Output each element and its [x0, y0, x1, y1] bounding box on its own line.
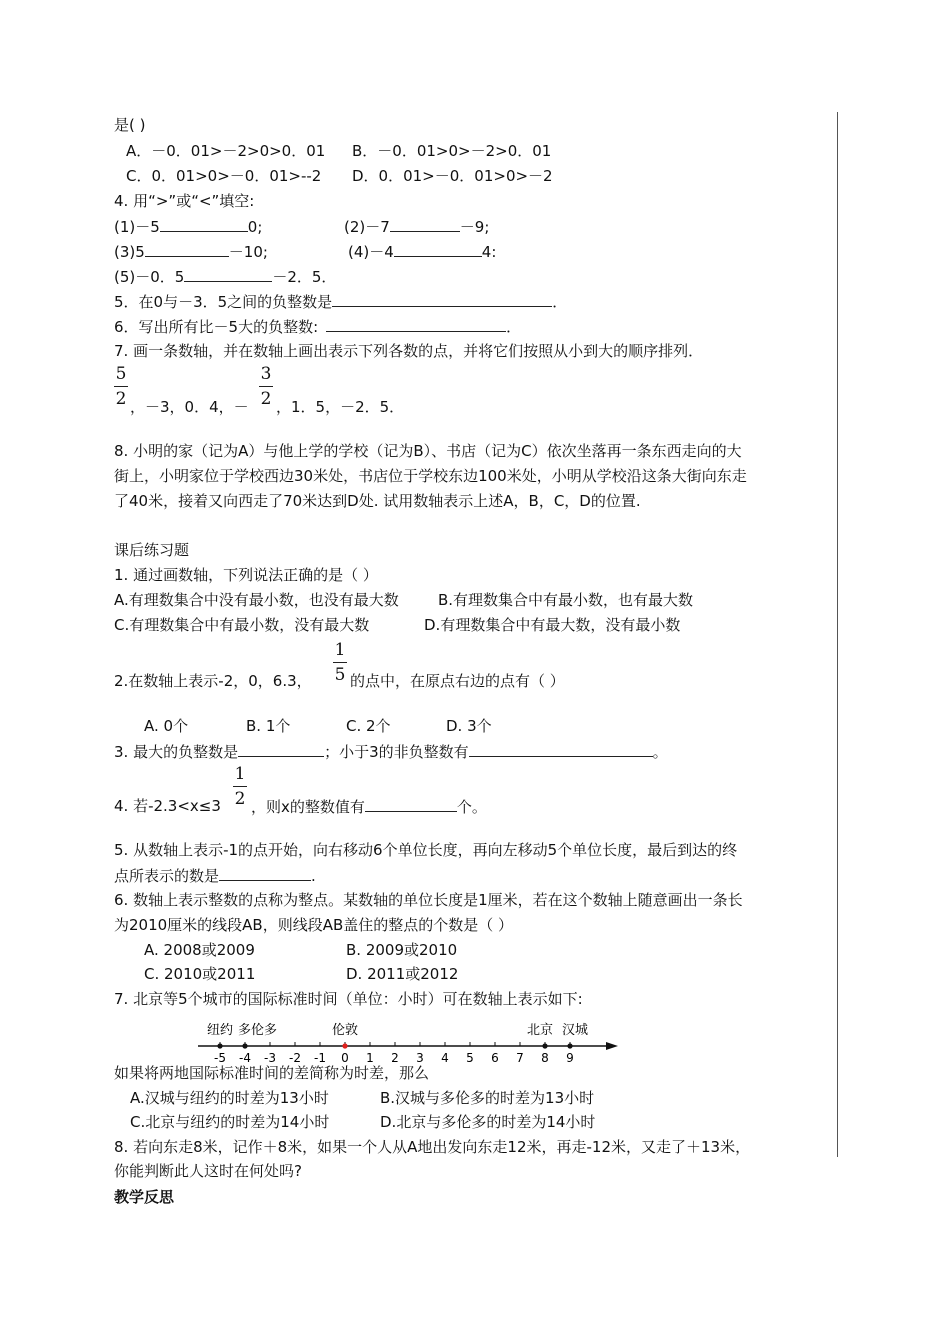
p5-end: . — [311, 867, 316, 885]
q3-option-b: B．－0．01>0>－2>0．01 — [352, 142, 552, 160]
q4-item-4-left: (4)－4 — [348, 243, 394, 261]
axis-tick-label: 5 — [466, 1051, 474, 1065]
p7-option-c: C.北京与纽约的时差为14小时 — [130, 1113, 330, 1131]
fraction-bar — [259, 386, 273, 387]
axis-tick-label: -5 — [214, 1051, 226, 1065]
axis-tick-label: 7 — [516, 1051, 524, 1065]
answer-blank — [365, 795, 457, 812]
q6 — [114, 315, 521, 338]
city-label: 多伦多 — [237, 1023, 278, 1038]
answer-blank — [238, 740, 324, 757]
fraction-1-over-2 — [233, 764, 247, 809]
fraction-numerator: 1 — [334, 640, 346, 660]
answer-blank — [160, 215, 248, 232]
section-heading: 课后练习题 — [114, 541, 190, 559]
p8-line-2: 你能判断此人这时在何处吗? — [114, 1162, 302, 1180]
p2-option-a: A. 0个 — [144, 717, 189, 735]
p1-stem: 1. 通过画数轴，下列说法正确的是（ ） — [114, 566, 378, 584]
fraction-bar — [233, 786, 247, 787]
fraction-denominator: 2 — [115, 389, 127, 409]
city-point — [542, 1043, 547, 1048]
p6-line-1: 6. 数轴上表示整数的点称为整点。某数轴的单位长度是1厘米，若在这个数轴上随意画出一条长 — [114, 891, 743, 909]
p5-line-2 — [114, 864, 316, 887]
teaching-reflection-heading: 教学反思 — [114, 1188, 175, 1206]
p8-line-1: 8. 若向东走8米，记作＋8米，如果一个人从A地出发向东走12米，再走-12米，又走了＋13米， — [114, 1138, 751, 1156]
p1-option-d: D.有理数集合中有最大数，没有最小数 — [424, 616, 681, 634]
answer-blank — [219, 864, 311, 881]
city-label: 纽约 — [206, 1023, 234, 1038]
q3-stem: 是( ) — [114, 116, 146, 134]
q4-item-3 — [114, 240, 268, 263]
p2-option-d: D. 3个 — [446, 717, 492, 735]
q4-item-4 — [348, 240, 496, 263]
fraction-numerator: 3 — [260, 364, 272, 384]
city-point — [217, 1043, 222, 1048]
p6-option-d: D. 2011或2012 — [346, 965, 459, 983]
p7-explanation: 如果将两地国际标准时间的差简称为时差，那么 — [114, 1064, 430, 1082]
p4-stem-a: 4. 若-2.3<x≤3 — [114, 797, 221, 815]
q7-numbers-mid: ，－3，0．4，－ — [130, 398, 249, 416]
p2-stem-b: 的点中，在原点右边的点有（ ） — [350, 672, 565, 690]
q8-line-3: 了40米，接着又向西走了70米达到D处. 试用数轴表示上述A，B，C，D的位置. — [114, 492, 641, 510]
q4-item-5-left: (5)－0．5 — [114, 268, 185, 286]
axis-tick-label: 9 — [566, 1051, 574, 1065]
q5-text: 5．在0与－3．5之间的负整数是 — [114, 293, 333, 311]
p4-text-b: ，则x的整数值有 — [251, 798, 365, 816]
fraction-bar — [114, 386, 128, 387]
q3-option-c: C．0．01>0>－0．01>--2 — [126, 167, 322, 185]
q5-end: ． — [552, 293, 568, 311]
q4-item-1-left: (1)－5 — [114, 218, 160, 236]
city-label: 伦敦 — [331, 1023, 359, 1038]
q4-item-2-right: －9; — [459, 218, 490, 236]
answer-blank — [469, 740, 653, 757]
p5-text: 点所表示的数是 — [114, 867, 220, 885]
number-line-figure — [190, 1018, 630, 1068]
q4-item-4-right: 4: — [481, 243, 497, 261]
fraction-1-over-5 — [333, 640, 347, 685]
p2-option-b: B. 1个 — [246, 717, 291, 735]
q4-item-5-right: －2．5． — [272, 268, 337, 286]
p3 — [114, 740, 668, 763]
q4-item-2-left: (2)－7 — [344, 218, 390, 236]
answer-blank — [332, 290, 552, 307]
q8-line-1: 8. 小明的家（记为A）与他上学的学校（记为B）、书店（记为C）依次坐落再一条东西走向的大 — [114, 442, 742, 460]
q4-item-1-right: 0; — [247, 218, 263, 236]
axis-tick-label: 4 — [441, 1051, 449, 1065]
city-label: 北京 — [526, 1023, 554, 1038]
q6-end: ． — [506, 318, 522, 336]
q6-text: 6．写出所有比－5大的负整数: — [114, 318, 319, 336]
p6-option-c: C. 2010或2011 — [144, 965, 256, 983]
city-point — [242, 1043, 247, 1048]
p2-option-c: C. 2个 — [346, 717, 391, 735]
q7-stem: 7. 画一条数轴，并在数轴上画出表示下列各数的点，并将它们按照从小到大的顺序排列． — [114, 342, 704, 360]
axis-tick-label: -4 — [239, 1051, 251, 1065]
fraction-3-over-2 — [259, 364, 273, 409]
fraction-numerator: 1 — [234, 764, 246, 784]
q4-item-3-left: (3)5 — [114, 243, 145, 261]
q4-item-1 — [114, 215, 262, 238]
answer-blank — [394, 240, 482, 257]
answer-blank — [184, 265, 272, 282]
p3-text-b: ；小于3的非负整数有 — [324, 743, 469, 761]
axis-tick-label: 0 — [341, 1051, 349, 1065]
p3-text-c: 。 — [652, 743, 668, 761]
city-point — [342, 1043, 347, 1048]
q4-item-2 — [344, 215, 489, 238]
p7-option-d: D.北京与多伦多的时差为14小时 — [380, 1113, 596, 1131]
p5-line-1: 5. 从数轴上表示-1的点开始，向右移动6个单位长度，再向左移动5个单位长度，最后到达的终 — [114, 841, 738, 859]
p4-text-c: 个。 — [456, 798, 487, 816]
q4-item-5 — [114, 265, 336, 288]
p7-option-b: B.汉城与多伦多的时差为13小时 — [380, 1089, 595, 1107]
p1-option-b: B.有理数集合中有最小数，也有最大数 — [438, 591, 694, 609]
fraction-numerator: 5 — [115, 364, 127, 384]
axis-tick-label: -2 — [289, 1051, 301, 1065]
answer-blank — [390, 215, 460, 232]
q7-numbers-end: ，1．5，－2．5． — [276, 398, 405, 416]
p6-option-b: B. 2009或2010 — [346, 941, 458, 959]
p6-option-a: A. 2008或2009 — [144, 941, 255, 959]
axis-tick-label: 2 — [391, 1051, 399, 1065]
q3-option-a: A．－0．01>－2>0>0．01 — [126, 142, 326, 160]
city-point — [567, 1043, 572, 1048]
p6-line-2: 为2010厘米的线段AB，则线段AB盖住的整点的个数是（ ） — [114, 916, 514, 934]
p1-option-a: A.有理数集合中没有最小数，也没有最大数 — [114, 591, 399, 609]
p7-stem: 7. 北京等5个城市的国际标准时间（单位：小时）可在数轴上表示如下: — [114, 990, 583, 1008]
axis-tick-label: 3 — [416, 1051, 424, 1065]
p3-text-a: 3. 最大的负整数是 — [114, 743, 239, 761]
q3-option-d: D．0．01>－0．01>0>－2 — [352, 167, 553, 185]
fraction-bar — [333, 662, 347, 663]
axis-tick-label: -1 — [314, 1051, 326, 1065]
answer-blank — [326, 315, 506, 332]
axis-tick-label: 6 — [491, 1051, 499, 1065]
arrow-head-icon — [606, 1042, 618, 1050]
q4-stem: 4. 用“>”或“<”填空: — [114, 192, 255, 210]
p2-stem-a: 2.在数轴上表示-2，0，6.3， — [114, 672, 312, 690]
city-label: 汉城 — [561, 1023, 589, 1038]
margin-rule — [837, 112, 838, 1157]
fraction-denominator: 2 — [234, 789, 246, 809]
q8-line-2: 街上，小明家位于学校西边30米处，书店位于学校东边100米处，小明从学校沿这条大街向东走 — [114, 467, 747, 485]
axis-tick-label: -3 — [264, 1051, 276, 1065]
answer-blank — [145, 240, 229, 257]
fraction-denominator: 5 — [334, 665, 346, 685]
p4-stem-b — [251, 795, 487, 818]
p7-option-a: A.汉城与纽约的时差为13小时 — [130, 1089, 329, 1107]
axis-tick-label: 8 — [541, 1051, 549, 1065]
axis-tick-label: 1 — [366, 1051, 374, 1065]
q4-item-3-right: －10; — [228, 243, 268, 261]
p1-option-c: C.有理数集合中有最小数，没有最大数 — [114, 616, 370, 634]
fraction-5-over-2 — [114, 364, 128, 409]
q5 — [114, 290, 567, 313]
fraction-denominator: 2 — [260, 389, 272, 409]
